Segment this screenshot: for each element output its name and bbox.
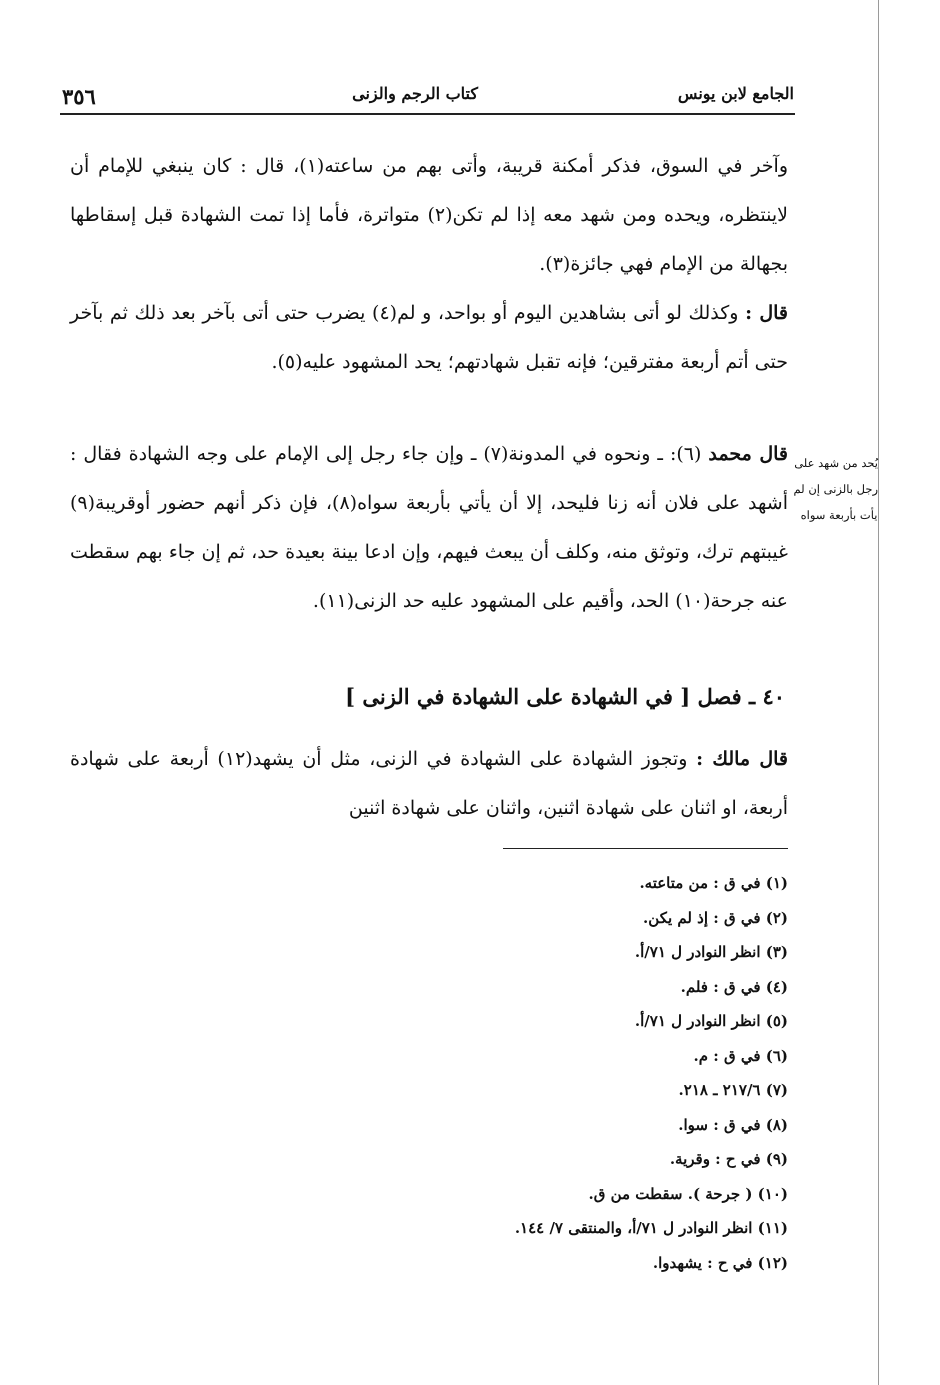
footnote-item: (٧) ٢١٧/٦ ـ ٢١٨. [678,1081,788,1099]
footnote-rule [503,848,788,849]
footnote-item: (١٠) ( جرحة ). سقطت من ق. [588,1184,788,1203]
paragraph-2-text: وكذلك لو أتى بشاهدين اليوم أو بواحد، و لم(٤) يضرب حتى أتى بآخر بعد ذلك ثم بآخر حتى أتم أربعة مفترقين؛ فإنه تقبل شهادتهم؛ يحد المشهود عليه(٥). [70,302,788,373]
running-header [62,84,794,110]
paragraph-4-lead: قال مالك : [696,748,789,770]
footnote-item: (٩) في ح : وقرية. [669,1150,788,1168]
paragraph-1-text: وآخر في السوق، فذكر أمكنة قريبة، وأتى بهم من ساعته(١)، قال : كان ينبغي للإمام أن لاينتظره، ويحده ومن شهد معه إذا لم تكن(٢) متواترة، فأما إذا تمت الشهادة قبل إسقاطها بجهالة من الإمام فهي جائزة(٣). [70,155,788,275]
margin-note-line: رجل بالزنى إن لم [793,482,878,496]
footnote-item: (١١) انظر النوادر ل ٧١/أ، والمنتقى ٧/ ١٤٤. [514,1219,788,1237]
margin-note [793,450,878,528]
section-heading: ٤٠ ـ فصل [ في الشهادة على الشهادة في الزنى ] [345,684,785,709]
header-rule [60,113,795,115]
book-title: الجامع لابن يونس [677,84,794,103]
paragraph-3 [70,430,788,626]
footnote-item: (٢) في ق : إذ لم يكن. [643,908,788,927]
footnote-item: (٨) في ق : سوا. [678,1115,788,1134]
footnote-item: (٤) في ق : فلم. [680,977,788,996]
footnote-item: (١) في ق : من متاعته. [639,874,788,892]
footnote-item: (٥) انظر النوادر ل ٧١/أ. [634,1012,788,1030]
margin-note-line: يأت بأربعة سواه [800,508,878,522]
margin-note-line: يُحد من شهد على [794,456,878,470]
footnote-list [368,866,788,1280]
paragraph-2 [70,289,788,387]
footnote-item: (١٢) في ح : يشهدوا. [652,1253,788,1272]
paragraph-2-lead: قال : [745,302,788,324]
paragraph-4-text: وتجوز الشهادة على الشهادة في الزنى، مثل أن يشهد(١٢) أربعة على شهادة أربعة، او اثنان على شهادة اثنين، واثنان على شهادة اثنين [70,748,788,819]
paragraph-3-text: (٦): ـ ونحوه في المدونة(٧) ـ وإن جاء رجل إلى الإمام على وجه الشهادة فقال : أشهد على فلان أنه زنا فليحد، إلا أن يأتي بأربعة سواه(٨)، فإن ذكر أنهم حضور أوقريبة(٩) غيبتهم ترك، وتوثق منه، وكلف أن يبعث فيهم، وإن ادعا بينة بعيدة حد، ثم إن جاء بهم سقطت عنه جرحة(١٠) الحد، وأقيم على المشهود عليه حد الزنى(١١). [70,443,788,612]
footnote-item: (٦) في ق : م. [693,1046,788,1065]
paragraph-1 [70,142,788,289]
page-number: ٣٥٦ [62,84,96,109]
margin-divider-line [878,0,879,1385]
footnote-item: (٣) انظر النوادر ل ٧١/أ. [634,943,788,961]
paragraph-3-lead: قال محمد [708,443,789,465]
chapter-title: كتاب الرجم والزنى [352,84,478,103]
paragraph-4 [70,735,788,833]
